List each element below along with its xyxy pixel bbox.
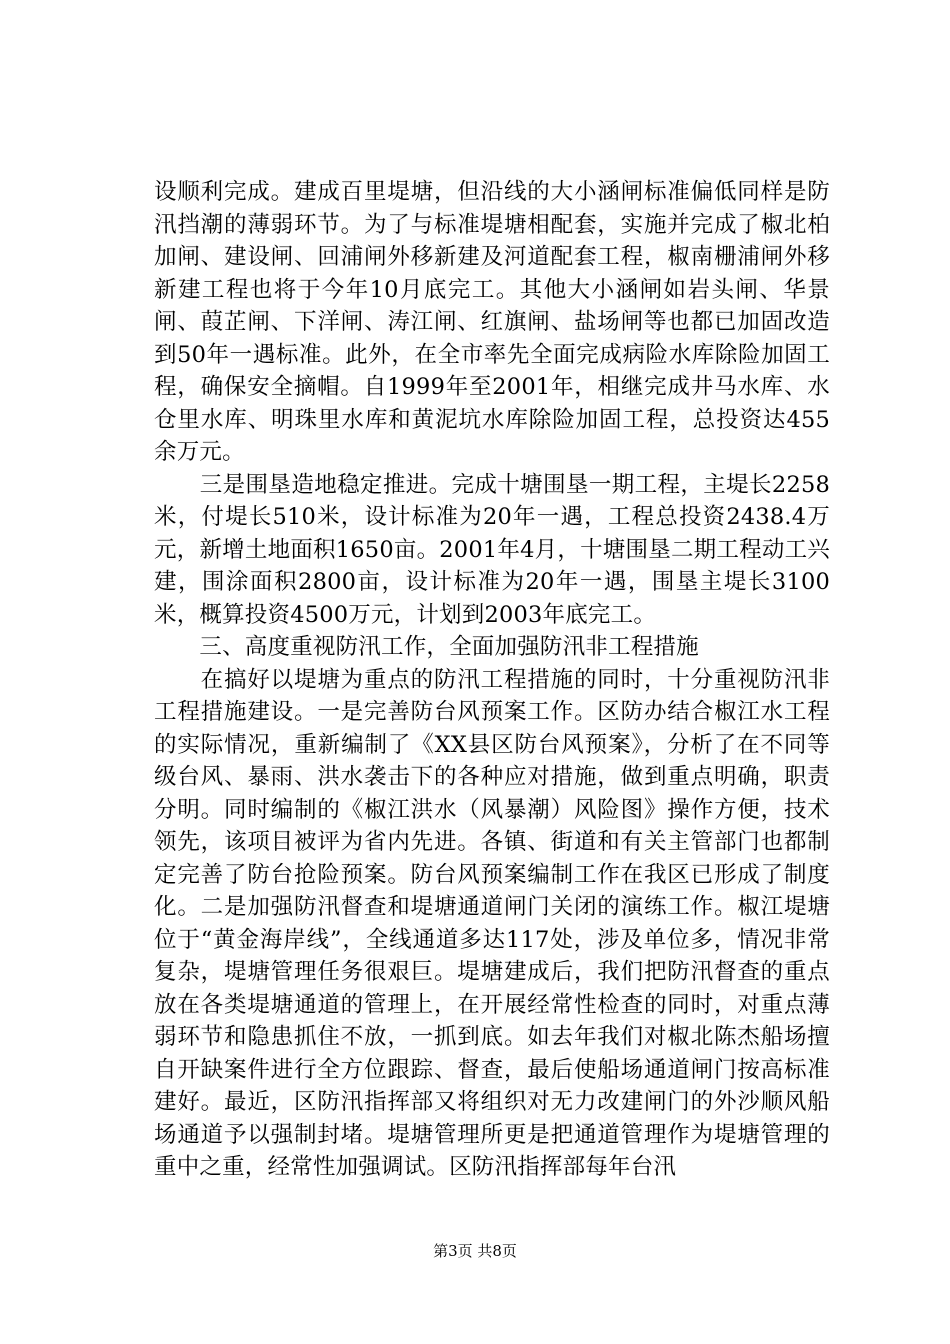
page-footer: 第3页 共8页: [433, 1242, 517, 1260]
section-heading: 三、高度重视防汛工作，全面加强防汛非工程措施: [154, 634, 699, 660]
paragraph-reclamation: 三是围垦造地稳定推进。完成十塘围垦一期工程，主堤长2258米，付堤长510米，设计标准为20年一遇，工程总投资2438.4万元，新增土地面积1650亩。2001年4月，十塘围垦二期工程动工兴建，围涂面积2800亩，设计标准为20年一遇，围垦主堤长3100米，概算投资4500万元，计划到2003年底完工。: [154, 471, 830, 628]
paragraph-flood-measures: 在搞好以堤塘为重点的防汛工程措施的同时，十分重视防汛非工程措施建设。一是完善防台风预案工作。区防办结合椒江水工程的实际情况，重新编制了《XX县区防台风预案》，分析了在不同等级台风、暴雨、洪水袭击下的各种应对措施，做到重点明确，职责分明。同时编制的《椒江洪水（风暴潮）风险图》操作方便，技术领先，该项目被评为省内先进。各镇、街道和有关主管部门也都制定完善了防台抢险预案。防台风预案编制工作在我区已形成了制度化。二是加强防汛督查和堤塘通道闸门关闭的演练工作。椒江堤塘位于“黄金海岸线”，全线通道多达117处，涉及单位多，情况非常复杂，堤塘管理任务很艰巨。堤塘建成后，我们把防汛督查的重点放在各类堤塘通道的管理上，在开展经常性检查的同时，对重点薄弱环节和隐患抓住不放，一抓到底。如去年我们对椒北陈杰船场擅自开缺案件进行全方位跟踪、督查，最后使船场通道闸门按高标准建好。最近，区防汛指挥部又将组织对无力改建闸门的外沙顺风船场通道予以强制封堵。堤塘管理所更是把通道管理作为堤塘管理的重中之重，经常性加强调试。区防汛指挥部每年台汛: [154, 666, 830, 1180]
paragraph-continuation: 设顺利完成。建成百里堤塘，但沿线的大小涵闸标准偏低同样是防汛挡潮的薄弱环节。为了与标准堤塘相配套，实施并完成了椒北柏加闸、建设闸、回浦闸外移新建及河道配套工程，椒南栅浦闸外移新建工程也将于今年10月底完工。其他大小涵闸如岩头闸、华景闸、葭芷闸、下洋闸、涛江闸、红旗闸、盐场闸等也都已加固改造到50年一遇标准。此外，在全市率先全面完成病险水库除险加固工程，确保安全摘帽。自1999年至2001年，相继完成井马水库、水仓里水库、明珠里水库和黄泥坑水库除险加固工程，总投资达455余万元。: [154, 179, 830, 465]
document-body: [154, 176, 830, 1184]
